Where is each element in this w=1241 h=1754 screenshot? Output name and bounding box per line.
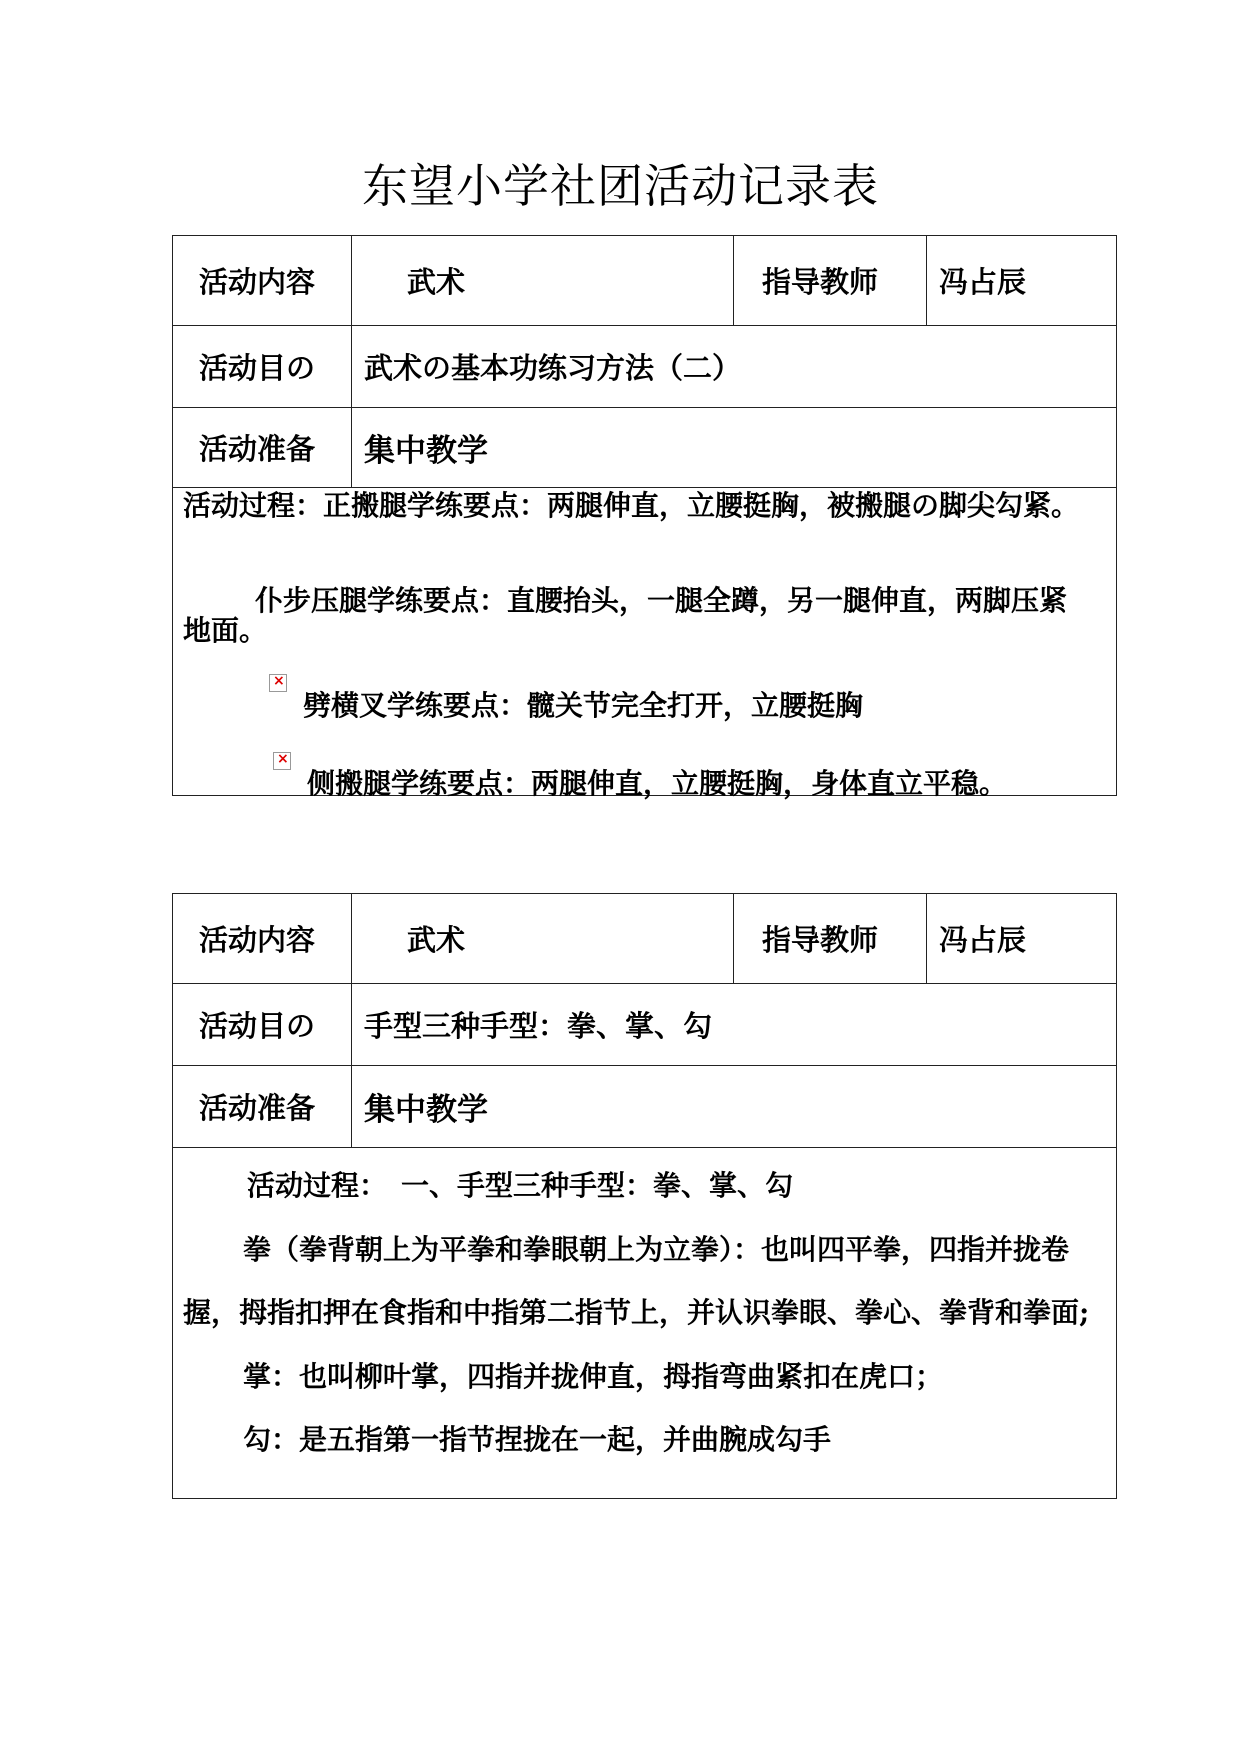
teacher-label: 指导教师	[734, 894, 927, 983]
teacher-value: 冯占辰	[939, 265, 1027, 299]
activity-content-value: 武术	[352, 236, 734, 325]
teacher-label: 指导教师	[734, 236, 927, 325]
row-content-teacher	[173, 894, 1116, 984]
row-prep	[173, 1066, 1116, 1148]
row-prep	[173, 408, 1116, 488]
activity-prep-label: 活动准备	[173, 1066, 352, 1147]
activity-content-label: 活动内容	[173, 894, 352, 983]
activity-goal-value: 手型三种手型：拳、掌、勾	[364, 1009, 713, 1043]
activity-prep-value: 集中教学	[364, 433, 488, 469]
process-line: 拳（拳背朝上为平拳和拳眼朝上为立拳）：也叫四平拳，四指并拢卷	[243, 1233, 1070, 1266]
activity-process	[173, 488, 1116, 800]
activity-prep-value: 集中教学	[364, 1092, 488, 1128]
process-line: 握，拇指扣押在食指和中指第二指节上，并认识拳眼、拳心、拳背和拳面;	[183, 1296, 1090, 1329]
process-line: 掌：也叫柳叶掌，四指并拢伸直，拇指弯曲紧扣在虎口；	[243, 1360, 944, 1393]
activity-goal-label: 活动目の	[173, 326, 352, 407]
activity-goal-value: 武术の基本功练习方法（二）	[364, 351, 742, 385]
page-title: 东望小学社团活动记录表	[362, 159, 879, 213]
process-line: 劈横叉学练要点：髋关节完全打开，立腰挺胸	[303, 689, 864, 722]
process-line: 地面。	[183, 614, 268, 647]
activity-prep-label: 活动准备	[173, 408, 352, 487]
activity-goal-label: 活动目の	[173, 984, 352, 1065]
activity-content-label: 活动内容	[173, 236, 352, 325]
activity-process	[173, 1148, 1116, 1497]
process-line: 活动过程： 一、手型三种手型：拳、掌、勾	[247, 1169, 794, 1202]
teacher-value: 冯占辰	[939, 923, 1027, 957]
row-content-teacher	[173, 236, 1116, 326]
process-line: 侧搬腿学练要点：两腿伸直，立腰挺胸，身体直立平稳。	[307, 767, 1008, 800]
process-line: 仆步压腿学练要点：直腰抬头，一腿全蹲，另一腿伸直，两脚压紧	[255, 584, 1068, 617]
process-line: 勾：是五指第一指节捏拢在一起，并曲腕成勾手	[243, 1423, 832, 1456]
process-line: 活动过程：正搬腿学练要点：两腿伸直，立腰挺胸，被搬腿の脚尖勾紧。	[183, 489, 1080, 522]
broken-image-icon	[269, 674, 287, 692]
row-goal	[173, 984, 1116, 1066]
activity-content-value: 武术	[352, 894, 734, 983]
record-table-1	[172, 235, 1117, 800]
broken-image-icon	[273, 752, 291, 770]
record-table-2	[172, 893, 1117, 1499]
row-goal	[173, 326, 1116, 408]
